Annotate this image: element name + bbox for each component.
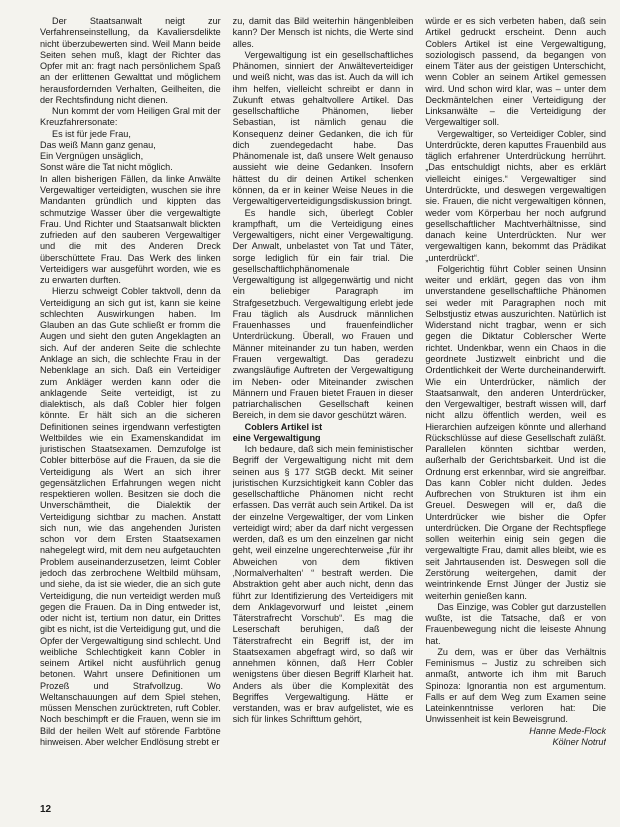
paragraph: Nun kommt der vom Heiligen Gral mit der Kreuzfahrersonate: <box>40 106 221 128</box>
paragraph: In allen bisherigen Fällen, da linke Anwälte Vergewaltiger verteidigten, wuschen sie ihre Mandanten gründlich und kippten das schmutzige Wasser über die vergewaltigte Frau. Und Richter und Staatsanwalt blickten zufrieden auf den sauberen Vergewaltiger und die mit des Anderen Dreck überschüttete Frau. Das Werk des linken Verteidigers war ausgeführt worden, wie es zu erwarten durften. <box>40 173 221 286</box>
article-column-2 <box>233 16 414 796</box>
paragraph: Der Staatsanwalt neigt zur Verfahrenseinstellung, da Kavaliersdelikte nicht überzubewerten sind. Weil Mann beide Seiten sehen muß, klagt der Richter das Opfer mit an: fragt nach persönlichem Spaß an der erlittenen Gewalttat und möglichem herausfordernden Verhalten, Geilheiten, die der Rechtsfindung nicht dienen. <box>40 16 221 105</box>
paragraph: Vergewaltigung ist ein gesellschaftliches Phänomen, sinniert der Anwälteverteidiger und weiß nicht, was das ist. Auch da will ich ihm helfen, vielleicht schreibt er dann in Zukunft etwas gehaltvollere Artikel. Das gesellschaftliche Phänomen, lieber Sebastian, ist nämlich genau die Konsequenz deiner Gedanken, die ich für dich zuendegedacht habe. Das Phänomenale ist, daß unsere Welt genauso aussieht wie deine Gedanken. Insofern hättest du dir deinen Artikel schenken können, da er in keiner Weise Neues in die Vergewaltigerverteidigungsdiskussion bringt. <box>232 49 414 207</box>
paragraph: Zu dem, was er über das Verhältnis Feminismus – Justiz zu schreiben sich anmaßt, antworte ich ihm mit Baruch Spinoza: Ignorantia non est argumentum. Falls er auf dem Weg zum Examen seine Lateinkenntnisse verloren hat: Die Unwissenheit ist kein Beweisgrund. <box>425 646 607 725</box>
article-columns <box>40 16 606 796</box>
paragraph: Ich bedaure, daß sich mein feministischer Begriff der Vergewaltigung nicht mit dem seinen aus § 177 StGB deckt. Mit seiner juristischen Kurzsichtigkeit kann Cobler das gesellschaftliche Phänomen nicht recht erfassen. Das verrät auch sein Artikel. Da ist der einzelne Vergewaltiger, der vom Linken verteidigt wird; aber da darf nicht vergessen werden, daß es um den einzelnen gar nicht geht, weil einzelne ungerechterweise „für ihr Abweichen von dem fiktiven ‚Normalverhalten‘ “ bestraft werden. Die Abstraktion geht aber auch nicht, denn das führt zur Identifizierung des Verteidigers mit dem Anklagevorwurf und leistet „einem Täterstrafrecht Vorschub“. Es mag die Leserschaft beruhigen, daß der Täterstrafrecht ein Begriff ist, der im Staatsexamen abgefragt wird, so daß wir annehmen können, daß Herr Cobler wenigstens über diesen Begriff Klarheit hat. Anders als über die Komplexität des Begriffes Vergewaltigung. Hätte er verstanden, was er brav aufgelistet, wie es sich für linkes Schrifttum gehört, <box>232 444 414 725</box>
paragraph: Vergewaltiger, so Verteidiger Cobler, sind Unterdrückte, deren kaputtes Frauenbild aus täglich erfahrener Unterdrückung herrührt. „Das entschuldigt nichts, aber es erklärt vielleicht einiges.“ Vergewaltiger sind Unterdrückte, und deswegen vergewaltigen sie. Frauen, die nicht vergewaltigen können, weder vom Körperbau her noch aufgrund gesellschaftlicher Machtverhältnisse, sind danach keine Unterdrückten. Nur wer vergewaltigen kann, bekommt das Prädikat „unterdrückt“. <box>425 128 607 263</box>
paragraph: würde er es sich verbeten haben, daß sein Artikel gedruckt erscheint. Denn auch Coblers Artikel ist eine Vergewaltigung, soziologisch passend, da begangen von einem Täter aus der geistigen Unterschicht, wenn Cobler an seinem Artikel gemessen wird. Und schon wird klar, was – unter dem Deckmäntelchen einer Verteidigung der Linksanwälte – die Verteidigung der Vergewaltiger soll. <box>425 16 607 128</box>
article-column-3 <box>425 16 606 796</box>
page-number: 12 <box>40 804 52 815</box>
paragraph: Das Einzige, was Cobler gut darzustellen wußte, ist die Tatsache, daß er von Frauenbewegung nicht die leiseste Ahnung hat. <box>425 601 607 646</box>
section-heading: Coblers Artikel ist eine Vergewaltigung <box>232 421 323 443</box>
paragraph: Hierzu schweigt Cobler taktvoll, denn da Verteidigung an sich gut ist, kann sie keine schlechten Auswirkungen haben. Im Glauben an das Gute schließt er fromm die Augen und sieht den guten Angeklagten an sich. Auf der anderen Seite die schlechte Anklage an sich, die schlechte Frau in der Nebenklage an sich. Daß ein Verteidiger zum Ankläger werden kann oder die anklagende Seite verteidigt, ist zu dialektisch, als daß Cobler hier folgen könnte. Er hält sich an die sicheren Definitionen seines irgendwann verfestigten Weltbildes wie ein Examenskandidat im juristischen Staatsexamen. Demzufolge ist Cobler bitterböse auf die Frauen, da sie die Verteidigung als Wert an sich ihrer gegensätzlichen Erfahrungen wegen nicht respektieren wollen. Besitzen sie doch die Unverschämtheit, die Dialektik der Verteidigung sichtbar zu machen. Anstatt sich nun, wie das angehenden Juristen schon vor dem Ersten Staatsexamen nahegelegt wird, mit dem neu aufgetauchten Problem auseinanderzusetzen, leimt Cobler jedoch das zerbrochene Weltbild mühsam, und siehe, da ist sie wieder, die an sich gute Verteidigung, die nun verteidigt werden muß gegen die Frauen. Da in Ding entweder ist, oder nicht ist, tertium non datur, ein Drittes gibt es nicht, ist die Verteidigung gut, und die Opfer der Vergewaltigung sind schlecht. Und weibliche Schlechtigkeit kann Cobler in seinem Artikel nicht ausführlich genug betonen. Wahrt unsere Definitionen um Prozeß und Strafvollzug. Wo Weltanschauungen auf dem Spiel stehen, müssen Menschen zurücktreten, ruft Cobler. Noch beschimpft er die Frauen, wenn sie im Bild der heilen Welt auf störende Farbtöne hinweisen. Aber welcher Endlösung strebt er <box>40 286 221 747</box>
paragraph: Es handle sich, überlegt Cobler krampfhaft, um die Verteidigung eines Vergewaltigers, nicht einer Vergewaltigung. Der Anwalt, unbelastet von Tat und Täter, sorge lediglich für ein fair trial. Die gesellschaftlichphänomenale Vergewaltigung ist allgegenwärtig und nicht ein beliebiger Paragraph im Strafgesetzbuch. Vergewaltigung erlebt jede Frau täglich als Ausdruck männlichen Frauenhasses und frauenfeindlicher Unterdrückung. Überall, wo Frauen und Männer miteinander zu tun haben, werden Frauen vergewaltigt. Das geradezu zwangsläufige Auftreten der Vergewaltigung im Neben- oder Miteinander zwischen Männern und Frauen bietet Frauen in dieser patriarchalischen Gesellschaft keinen Bereich, in dem sie davor geschützt wären. <box>232 207 414 421</box>
verse-quote: Es ist für jede Frau, Das weiß Mann ganz genau, Ein Vergnügen unsäglich, Sonst wäre die Tat nicht möglich. <box>40 128 173 173</box>
paragraph: Folgerichtig führt Cobler seinen Unsinn weiter und erklärt, gegen das von ihm unverstandene gesellschaftliche Phänomen sei weder mit Paragraphen noch mit Selbstjustiz etwas auszurichten. Natürlich ist Widerstand nicht tragbar, wenn er sich gegen die Diktatur Coblerscher Werte richtet. Undenkbar, wenn ein Chaos in die geordnete Justizwelt einbricht und die Ordentlichkeit der Werte durcheinanderwirft. Wie ein Unterdrücker, nämlich der Staatsanwalt, den anderen Unterdrücker, den Vergewaltiger, bestraft wissen will, darf nicht allzu öffentlich werden, weil es Hierarchien aufzeigen könnte und allerhand Rückschlüsse auf diese Gesellschaft zuläßt. Parallelen könnten sichtbar werden, außerhalb der Gerichtsbarkeit. Und ist die Ordnung erst erkennbar, wird sie angreifbar. Das kann Cobler nicht dulden. Jedes Aufbrechen von Strukturen ist ihm ein Greuel. Deswegen will er, daß die Unterdrücker wie bisher die Opfer unterdrücken. Die Organe der Rechtspflege sollen weiterhin einig sein gegen die vergewaltigte Frau, damit alles bleibt, wie es seit Jahrtausenden ist. Deswegen soll die Zerstörung weitergehen, damit der weintrinkende Ernst Jünger der Justiz sie weiterhin genießen kann. <box>425 263 607 601</box>
paragraph: zu, damit das Bild weiterhin hängenbleiben kann? Der Mensch ist nichts, die Werte sind alles. <box>232 16 414 49</box>
article-column-1 <box>40 16 221 796</box>
author-signature: Hanne Mede-Flock Kölner Notruf <box>529 725 607 747</box>
